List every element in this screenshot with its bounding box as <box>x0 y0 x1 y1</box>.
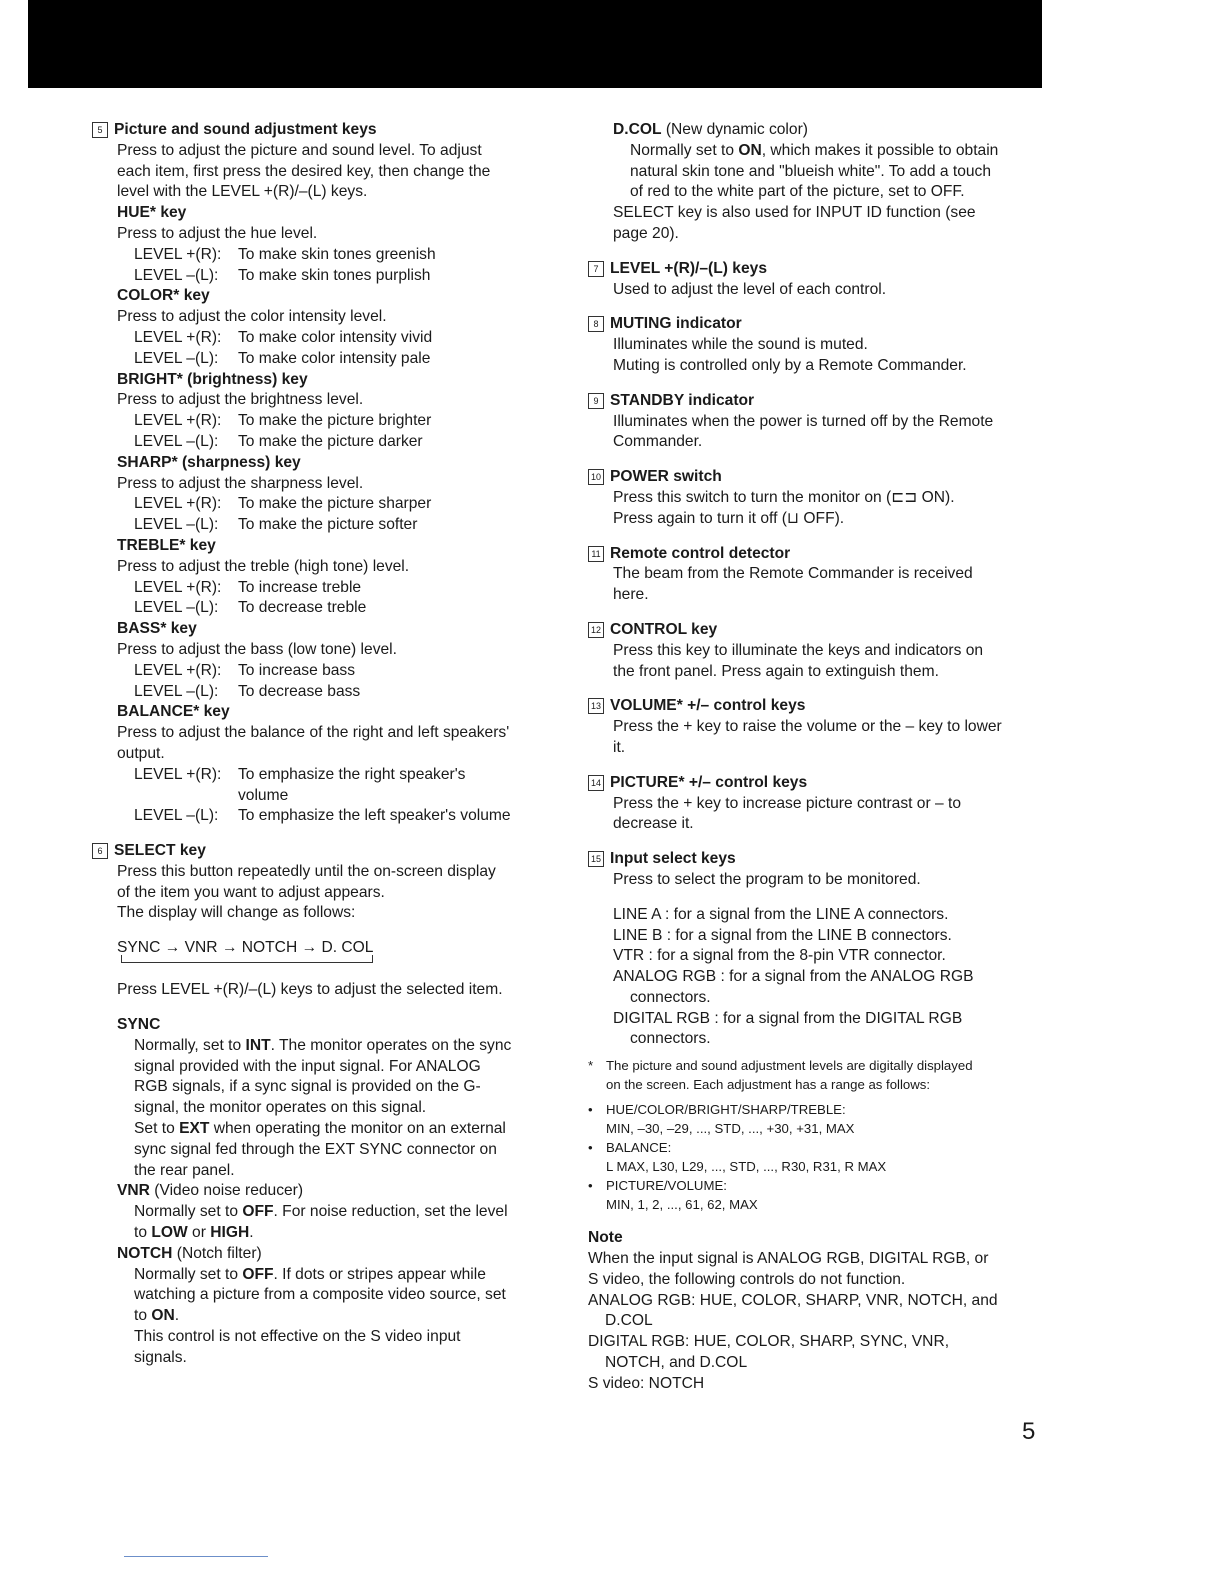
range-list-item: • HUE/COLOR/BRIGHT/SHARP/TREBLE: MIN, –30, –29, ..., STD, ..., +30, +31, MAX <box>588 1102 855 1137</box>
item-number-box: 9 <box>588 393 604 409</box>
section-heading: 6 SELECT key <box>92 841 562 862</box>
section-volume-keys: 13 VOLUME* +/– control keys Press the + key to raise the volume or the – key to lower it. <box>588 696 1048 758</box>
section-muting-indicator: 8 MUTING indicator Illuminates while the sound is muted. Muting is controlled only by a Remote Commander. <box>588 314 1048 376</box>
item-number-box: 5 <box>92 122 108 138</box>
select-sequence-diagram: SYNC → VNR → NOTCH → D. COL <box>92 938 562 980</box>
right-column <box>588 120 1048 1395</box>
range-list-item: • BALANCE: L MAX, L30, L29, ..., STD, ..., R30, R31, R MAX <box>588 1140 887 1175</box>
bass-key-block: BASS* key Press to adjust the bass (low tone) level. LEVEL +(R): To increase bass LEVEL –(L): To decrease bass <box>117 620 397 700</box>
section-power-switch: 10 POWER switch Press this switch to turn the monitor on (⊏⊐ ON). Press again to turn it off (⊔ OFF). <box>588 467 1048 529</box>
vnr-block: VNR (Video noise reducer) Normally set to OFF. For noise reduction, set the level to LOW or HIGH. <box>117 1182 508 1242</box>
input-list-item: VTR : for a signal from the 8-pin VTR connector. <box>613 947 946 965</box>
section-control-key: 12 CONTROL key Press this key to illuminate the keys and indicators on the front panel. Press again to extinguish them. <box>588 620 1048 682</box>
item-number-box: 14 <box>588 775 604 791</box>
input-list-item: DIGITAL RGB : for a signal from the DIGITAL RGB <box>613 1009 963 1027</box>
sync-block: SYNC Normally, set to INT. The monitor operates on the sync signal provided with the input signal. For ANALOG RGB signals, if a sync signal is provided on the G- signal, the monitor operates on this signal. Set to EXT when operating the monitor on an external sync signal fed through the EXT SYNC connector on the rear panel. <box>117 1016 512 1179</box>
range-list-item: • PICTURE/VOLUME: MIN, 1, 2, ..., 61, 62, MAX <box>588 1178 758 1213</box>
range-list <box>588 1100 1048 1214</box>
item-number-box: 11 <box>588 546 604 562</box>
item-number-box: 12 <box>588 622 604 638</box>
section-picture-sound-keys: 5 Picture and sound adjustment keys Press to adjust the picture and sound level. To adjust each item, first press the desired key, then change the level with the LEVEL +(R)/–(L) keys. HUE* key Press to adjust the hue level. LEVEL +(R): To make skin tones greenish LEVEL –(L): To make skin tones purplish COLOR* key Press to adjust the color intensity level. LEVEL +(R): To make color intensity vivid LEVEL –(L): To make color intensity pale BRIGHT* (brightness) key Press to adjust the brightness level. LEVEL +(R): To make the picture brighter LEVEL –(L): To make the picture darker SHARP* (sharpness) key Press to adjust the sharpness level. LEVEL +(R): To make the picture sharper LEVEL –(L): To make the picture softer TREBLE* key Press to adjust the treble (high tone) level. LEVEL +(R): To increase treble LEVEL –(L): To decrease treble BASS* key Press to adjust the bass (low tone) level. LEVEL +(R): To increase bass LEVEL –(L): To decrease bass BALANCE* key Press to adjust the balance of the right and left speakers' output. LEVEL +(R): To emphasize the right speaker's volume LEVEL –(L): To emphasize the left speaker's volume <box>92 120 562 827</box>
note-heading: Note <box>588 1229 623 1247</box>
black-header-band <box>28 0 1042 88</box>
notch-block: NOTCH (Notch filter) Normally set to OFF. If dots or stripes appear while watching a picture from a composite video source, set to ON. This control is not effective on the S video input signals. <box>117 1244 506 1366</box>
section-level-keys: 7 LEVEL +(R)/–(L) keys Used to adjust the level of each control. <box>588 259 1048 301</box>
item-number-box: 13 <box>588 698 604 714</box>
sharp-key-block: SHARP* (sharpness) key Press to adjust the sharpness level. LEVEL +(R): To make the picture sharper LEVEL –(L): To make the picture softer <box>117 453 432 534</box>
item-number-box: 8 <box>588 316 604 332</box>
balance-key-block: BALANCE* key Press to adjust the balance of the right and left speakers' output. LEVEL +(R): To emphasize the right speaker's volume LEVEL –(L): To emphasize the left speaker's volume <box>117 703 511 825</box>
section-heading: 5 Picture and sound adjustment keys <box>92 120 562 141</box>
dcol-block: D.COL (New dynamic color) Normally set to ON, which makes it possible to obtain natural skin tone and "blueish white". To add a touch of red to the white part of the picture, set to OFF. SELECT key is also used for INPUT ID function (see page 20). <box>613 121 999 242</box>
item-number-box: 10 <box>588 469 604 485</box>
section-remote-detector: 11 Remote control detector The beam from the Remote Commander is received here. <box>588 544 1048 606</box>
page-number: 5 <box>1022 1418 1036 1445</box>
input-list-item: LINE B : for a signal from the LINE B connectors. <box>613 926 952 944</box>
section-select-key: 6 SELECT key Press this button repeatedly until the on-screen display of the item you want to adjust appears. The display will change as follows: SYNC → VNR → NOTCH → D. COL Press LEVEL +(R)/–(L) keys to adjust the selected item. SYNC Normally, set to INT. The monitor operates on the sync signal provided with the input signal. For ANALOG RGB signals, if a sync signal is provided on the G- signal, the monitor operates on this signal. Set to EXT when operating the monitor on an external sync signal fed through the EXT SYNC connector on the rear panel. VNR (Video noise reducer) Normally set to OFF. For noise reduction, set the level to LOW or HIGH. NOTCH (Notch filter) Normally set to OFF. If dots or stripes appear while watching a picture from a composite video source, set to ON. This control is not effective on the S video input signals. <box>92 841 562 1369</box>
note-block: Note When the input signal is ANALOG RGB, DIGITAL RGB, or S video, the following controls do not function. ANALOG RGB: HUE, COLOR, SHARP, VNR, NOTCH, and D.COL DIGITAL RGB: HUE, COLOR, SHARP, SYNC, VNR, NOTCH, and D.COL S video: NOTCH <box>588 1228 1048 1394</box>
section-input-select-keys: 15 Input select keys Press to select the program to be monitored. LINE A : for a signal from the LINE A connectors. LINE B : for a signal from the LINE B connectors. VTR : for a signal from the 8-pin VTR connector. ANALOG RGB : for a signal from the ANALOG RGB connectors. DIGITAL RGB : for a signal from the DIGITAL RGB connectors. <box>588 849 1048 1050</box>
left-column <box>92 120 562 1369</box>
bright-key-block: BRIGHT* (brightness) key Press to adjust the brightness level. LEVEL +(R): To make the picture brighter LEVEL –(L): To make the picture darker <box>117 370 432 450</box>
section-standby-indicator: 9 STANDBY indicator Illuminates when the power is turned off by the Remote Commander. <box>588 391 1048 453</box>
hue-key-block: HUE* key Press to adjust the hue level. LEVEL +(R): To make skin tones greenish LEVEL –(L): To make skin tones purplish <box>117 204 436 284</box>
item-number-box: 7 <box>588 261 604 277</box>
bottom-rule <box>124 1556 268 1557</box>
treble-key-block: TREBLE* key Press to adjust the treble (high tone) level. LEVEL +(R): To increase treble LEVEL –(L): To decrease treble <box>117 536 410 617</box>
input-list-item: ANALOG RGB : for a signal from the ANALOG RGB <box>613 968 974 986</box>
item-number-box: 15 <box>588 851 604 867</box>
item-number-box: 6 <box>92 843 108 859</box>
footnote: * The picture and sound adjustment levels are digitally displayed on the screen. Each adjustment has a range as follows: <box>588 1058 973 1093</box>
input-list-item: LINE A : for a signal from the LINE A connectors. <box>613 905 949 923</box>
color-key-block: COLOR* key Press to adjust the color intensity level. LEVEL +(R): To make color intensity vivid LEVEL –(L): To make color intensity pale <box>117 287 433 367</box>
section-picture-keys: 14 PICTURE* +/– control keys Press the + key to increase picture contrast or – to decrease it. <box>588 773 1048 835</box>
